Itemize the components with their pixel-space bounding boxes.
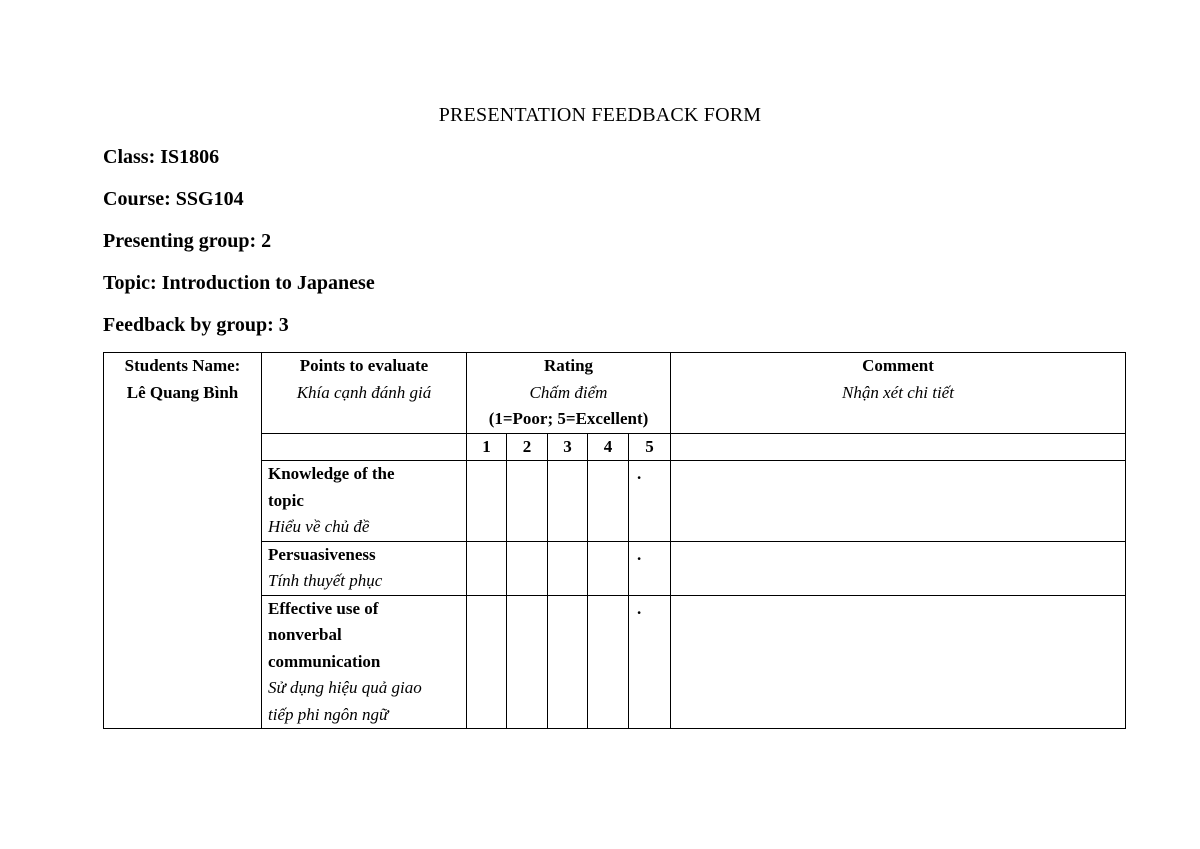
feedback-table bbox=[103, 352, 1126, 729]
criterion-cell bbox=[262, 541, 467, 595]
rating-scale: (1=Poor; 5=Excellent) bbox=[488, 409, 649, 428]
points-header-cell bbox=[262, 353, 467, 434]
student-name: Lê Quang Bình bbox=[126, 382, 239, 402]
scale-row-blank bbox=[262, 433, 467, 461]
scale-row-comment-blank bbox=[671, 433, 1126, 461]
header-row bbox=[104, 353, 1126, 434]
student-cell bbox=[104, 353, 262, 729]
rating-cell-3[interactable] bbox=[548, 541, 588, 595]
criterion-title: Knowledge of the bbox=[268, 464, 395, 483]
scale-number: 3 bbox=[548, 433, 588, 461]
criterion-title: topic bbox=[268, 490, 304, 510]
points-header: Points to evaluate bbox=[299, 356, 429, 375]
criterion-title: Effective use of bbox=[268, 598, 379, 618]
rating-cell-5[interactable]: . bbox=[629, 541, 671, 595]
comment-header-cell bbox=[671, 353, 1126, 434]
criterion-title: Persuasiveness bbox=[268, 544, 376, 564]
criterion-title-vi: Hiểu về chủ đề bbox=[268, 517, 370, 536]
criterion-title-vi: tiếp phi ngôn ngữ bbox=[268, 704, 389, 724]
feedback-group-line: Feedback by group: 3 bbox=[103, 314, 289, 336]
rating-cell-2[interactable] bbox=[507, 541, 548, 595]
comment-cell[interactable] bbox=[671, 461, 1126, 542]
comment-header-vi: Nhận xét chi tiết bbox=[842, 382, 954, 402]
criterion-title-vi: Tính thuyết phục bbox=[268, 571, 383, 590]
criterion-cell bbox=[262, 595, 467, 729]
class-line: Class: IS1806 bbox=[103, 146, 220, 168]
criterion-title: nonverbal bbox=[268, 625, 342, 644]
comment-header: Comment bbox=[862, 356, 934, 375]
rating-header-cell bbox=[467, 353, 671, 434]
rating-cell-3[interactable] bbox=[548, 461, 588, 542]
criterion-title-vi: Sử dụng hiệu quả giao bbox=[268, 678, 422, 697]
rating-header: Rating bbox=[543, 356, 594, 375]
topic-line: Topic: Introduction to Japanese bbox=[103, 272, 375, 294]
criterion-title: communication bbox=[268, 651, 381, 671]
rating-cell-3[interactable] bbox=[548, 595, 588, 729]
course-line: Course: SSG104 bbox=[103, 188, 244, 210]
rating-cell-4[interactable] bbox=[588, 461, 629, 542]
scale-number: 5 bbox=[629, 433, 671, 461]
rating-cell-1[interactable] bbox=[467, 595, 507, 729]
rating-cell-4[interactable] bbox=[588, 595, 629, 729]
presenting-group-line: Presenting group: 2 bbox=[103, 230, 272, 252]
rating-cell-5[interactable]: . bbox=[629, 595, 671, 729]
points-header-vi: Khía cạnh đánh giá bbox=[296, 382, 432, 402]
scale-number: 4 bbox=[588, 433, 629, 461]
comment-cell[interactable] bbox=[671, 595, 1126, 729]
rating-cell-2[interactable] bbox=[507, 461, 548, 542]
page-title: PRESENTATION FEEDBACK FORM bbox=[438, 104, 762, 126]
rating-cell-5[interactable]: . bbox=[629, 461, 671, 542]
scale-number: 2 bbox=[507, 433, 548, 461]
comment-cell[interactable] bbox=[671, 541, 1126, 595]
rating-cell-1[interactable] bbox=[467, 461, 507, 542]
rating-cell-4[interactable] bbox=[588, 541, 629, 595]
student-header: Students Name: bbox=[124, 356, 241, 375]
scale-number: 1 bbox=[467, 433, 507, 461]
criterion-cell bbox=[262, 461, 467, 542]
rating-header-vi: Chấm điểm bbox=[529, 382, 608, 402]
rating-cell-2[interactable] bbox=[507, 595, 548, 729]
rating-cell-1[interactable] bbox=[467, 541, 507, 595]
